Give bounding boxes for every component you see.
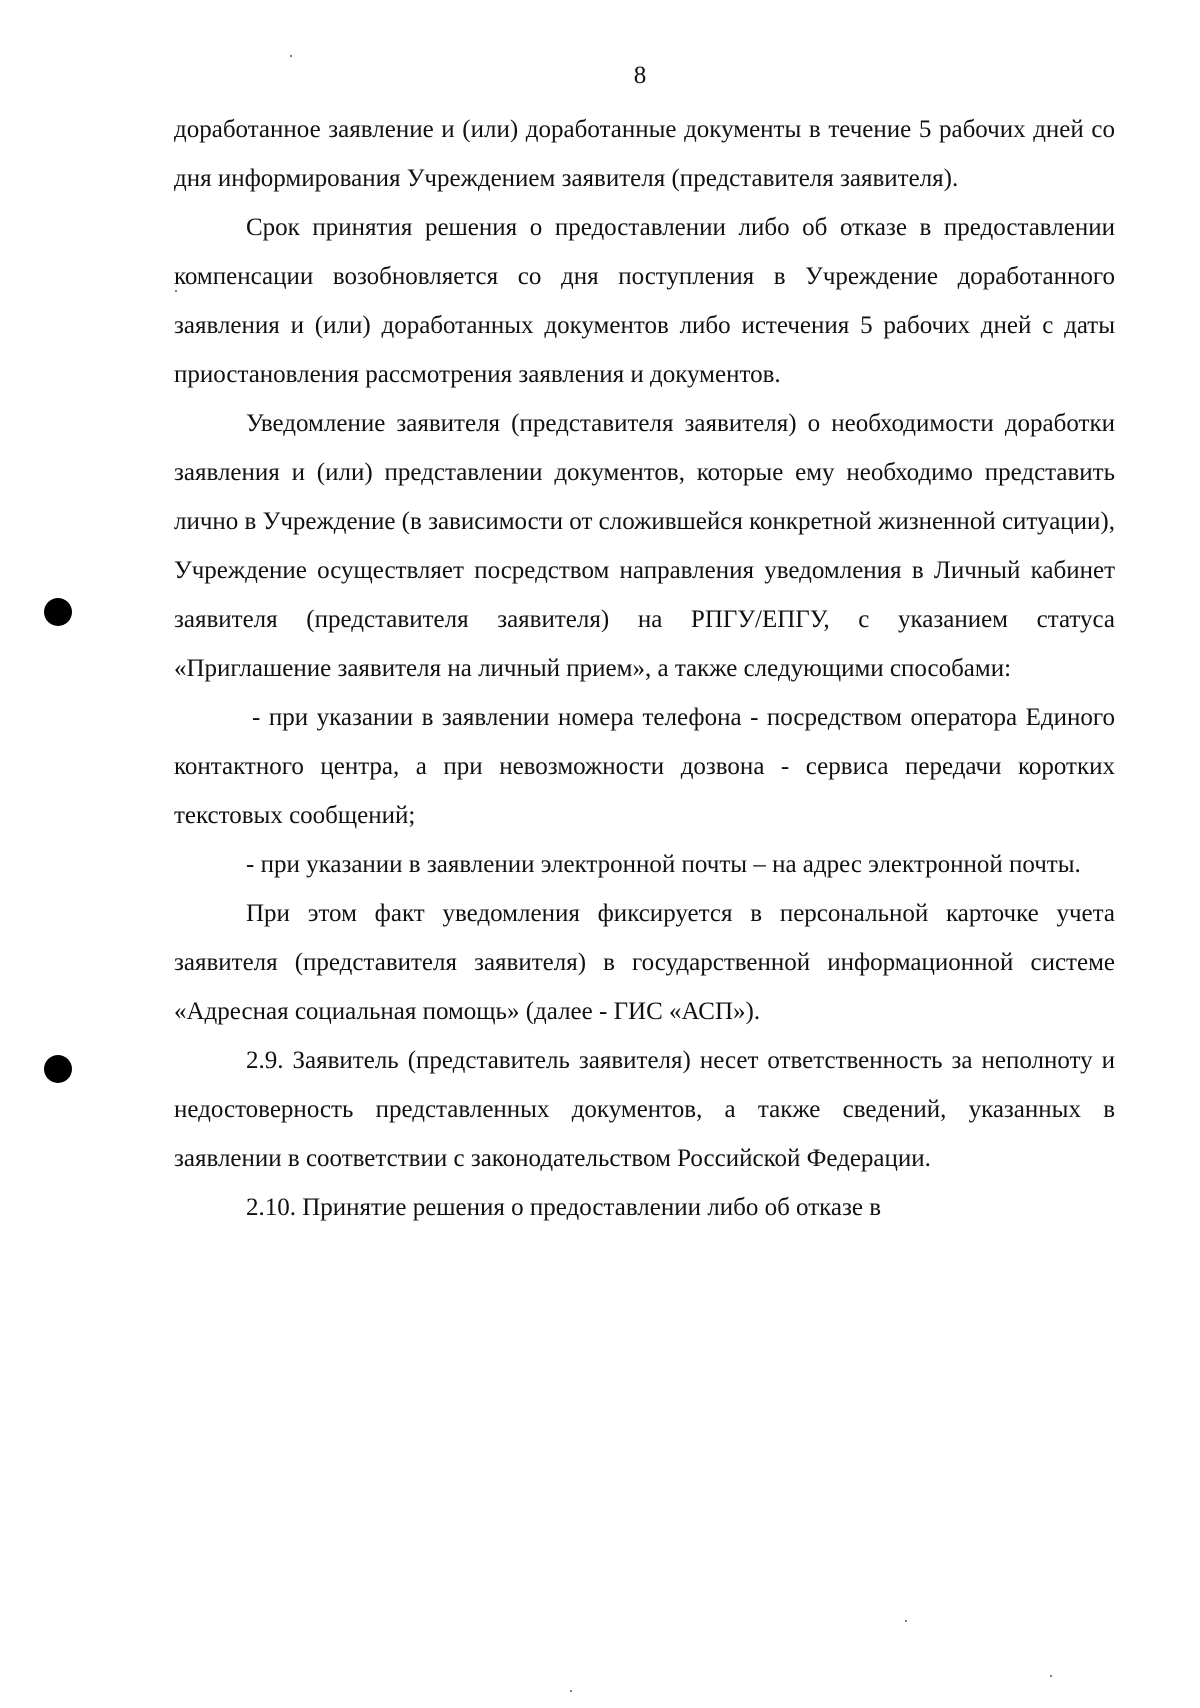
scan-speck [570,1690,572,1692]
scan-speck [905,1620,907,1622]
paragraph-phone-notice: - при указании в заявлении номера телефона - посредством оператора Единого контактного центра, а при невозможности дозвона - сервиса передачи коротких текстовых сообщений; [174,704,1115,829]
paragraph-section-2-10: 2.10. Принятие решения о предоставлении либо об отказе в [246,1194,882,1221]
scan-speck [1050,1675,1052,1677]
scan-speck [290,55,292,57]
punch-hole-bottom [44,1055,72,1083]
paragraph-notification: Уведомление заявителя (представителя заявителя) о необходимости доработки заявления и (или) представлении документов, которые ему необходимо представить лично в Учреждение (в зависимости от сложившейся конкретной жизненной ситуации), Учреждение осуществляет посредством направления уведомления в Личный кабинет заявителя (представителя заявителя) на РПГУ/ЕПГУ, с указанием статуса «Приглашение заявителя на личный прием», а также следующими способами: [174,410,1115,682]
paragraph-section-2-9: 2.9. Заявитель (представитель заявителя) несет ответственность за неполноту и недостоверность представленных документов, а также сведений, указанных в заявлении в соответствии с законодательством Российской Федерации. [174,1047,1115,1172]
scan-speck [175,290,177,292]
paragraph-registration: При этом факт уведомления фиксируется в персональной карточке учета заявителя (представителя заявителя) в государственной информационной системе «Адресная социальная помощь» (далее - ГИС «АСП»). [174,900,1115,1025]
paragraph-email-notice: - при указании в заявлении электронной почты – на адрес электронной почты. [246,851,1081,878]
document-body [174,105,1115,1232]
paragraph-decision-term: Срок принятия решения о предоставлении либо об отказе в предоставлении компенсации возобновляется со дня поступления в Учреждение доработанного заявления и (или) доработанных документов либо истечения 5 рабочих дней с даты приостановления рассмотрения заявления и документов. [174,214,1115,388]
page-number: 8 [633,62,647,89]
paragraph-continuation: доработанное заявление и (или) доработанные документы в течение 5 рабочих дней со дня информирования Учреждением заявителя (представителя заявителя). [174,116,1115,192]
punch-hole-top [44,598,72,626]
